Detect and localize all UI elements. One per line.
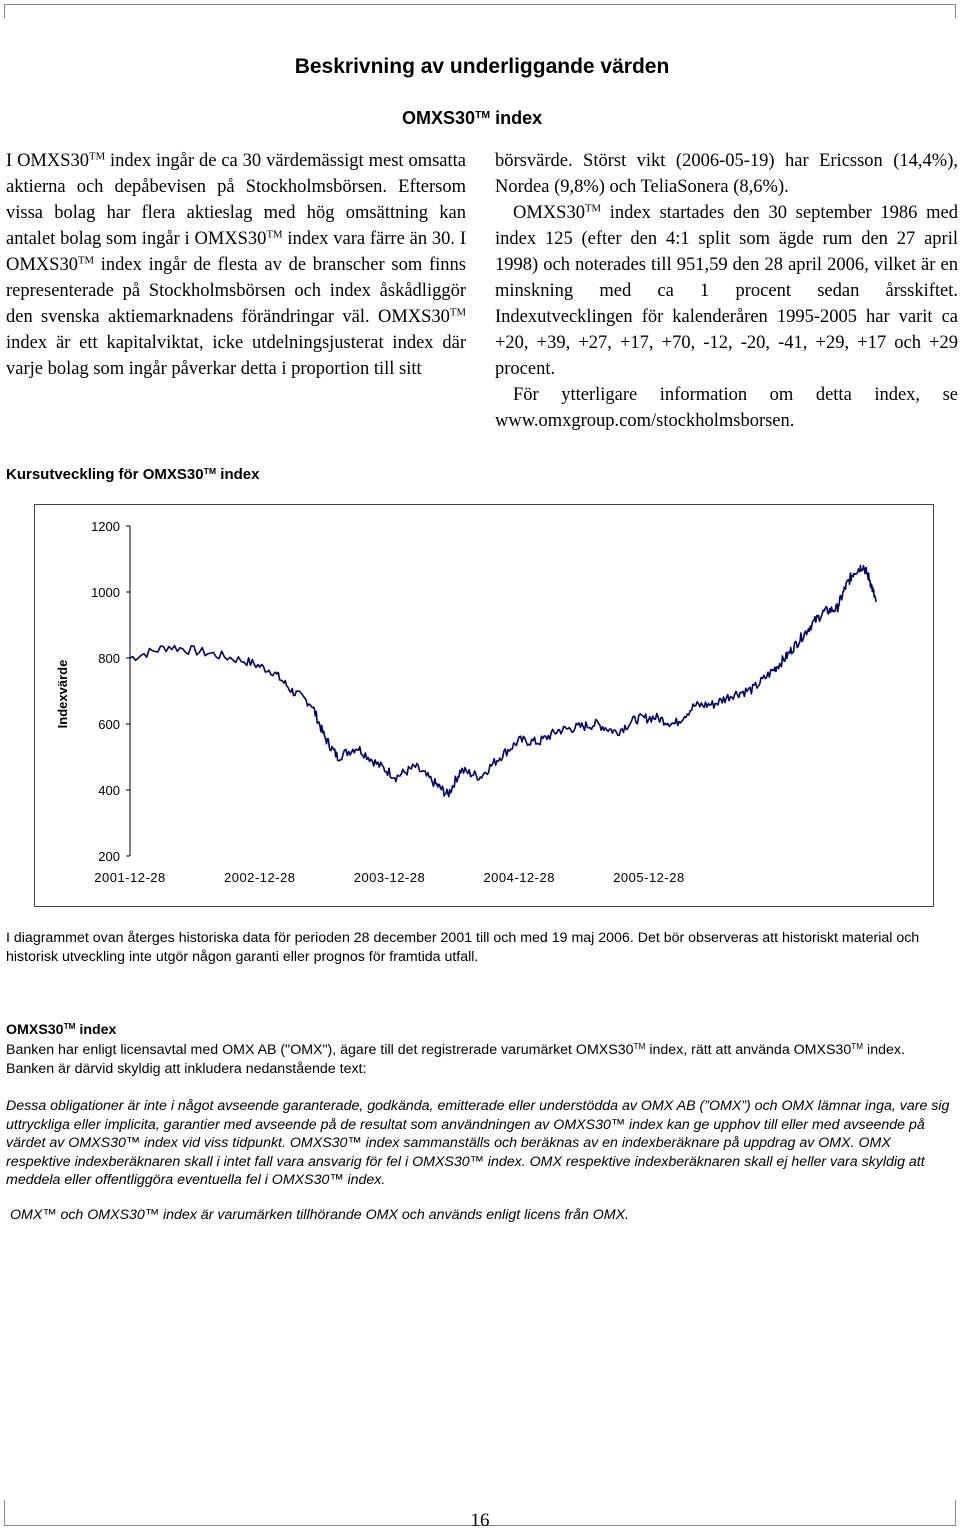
x-tick-label: 2004-12-28 bbox=[483, 870, 555, 885]
subtitle-base: OMXS30 bbox=[402, 108, 476, 128]
tm-mark: TM bbox=[203, 465, 217, 476]
page-number: 16 bbox=[470, 1510, 490, 1531]
text-run: OMXS30 bbox=[6, 1022, 64, 1038]
x-tick-label: 2005-12-28 bbox=[613, 870, 685, 885]
trademark-notice: OMX™ och OMXS30™ index är varumärken tillhörande OMX och används enligt licens från OMX. bbox=[10, 1207, 629, 1223]
y-tick-label: 400 bbox=[98, 783, 120, 798]
tm-mark: TM bbox=[89, 150, 106, 163]
intro-left-column bbox=[6, 148, 466, 382]
intro-right-column bbox=[495, 148, 958, 434]
y-axis-label: Indexvärde bbox=[55, 659, 70, 729]
y-tick-label: 1000 bbox=[91, 585, 120, 600]
intro-left-paragraph bbox=[6, 148, 466, 382]
tm-mark: TM bbox=[449, 306, 466, 319]
y-tick-label: 800 bbox=[98, 651, 120, 666]
text-run: index ingår de ca 30 värdemässigt mest omsatta aktierna och depåbevisen på Stockholmsbörsen. Eftersom vissa bolag har flera aktieslag med hög omsättning kan antalet bolag som ingår i OMXS30 bbox=[6, 151, 466, 249]
index-chart bbox=[34, 504, 934, 907]
intro-right-paragraph-2 bbox=[495, 200, 958, 382]
tm-mark: TM bbox=[77, 254, 95, 267]
license-title bbox=[6, 1022, 116, 1038]
x-tick-label: 2001-12-28 bbox=[94, 870, 166, 885]
tm-mark: TM bbox=[266, 228, 283, 241]
tm-mark: TM bbox=[584, 202, 602, 215]
text-run: index är ett kapitalviktat, icke utdelningsjusterat index där varje bolag som ingår påverkar detta i proportion till sitt bbox=[6, 333, 466, 379]
subtitle-tm: TM bbox=[475, 109, 491, 121]
text-run: index. Banken är därvid skyldig att inkludera nedanstående text: bbox=[6, 1042, 905, 1077]
intro-right-paragraph-3: För ytterligare information om detta index, se www.omxgroup.com/stockholmsborsen. bbox=[495, 385, 958, 431]
y-tick-label: 200 bbox=[98, 849, 120, 864]
tm-mark: TM bbox=[633, 1042, 646, 1052]
text-run: index startades den 30 september 1986 med index 125 (efter den 4:1 split som ägde rum den 27 april 1998) och noterades till 951,59 den 28 april 2006, vilket är en minskning med ca 1 procent sedan årsskiftet. Indexutvecklingen för kalenderåren 1995-2005 har varit ca +20, +39, +27, +17, +70, -12, -20, -41, +29, +17 och +29 procent. bbox=[495, 203, 958, 379]
tm-mark: TM bbox=[851, 1042, 864, 1052]
text-run: OMXS30 bbox=[513, 203, 585, 223]
y-tick-label: 600 bbox=[98, 717, 120, 732]
section-subtitle bbox=[402, 108, 542, 129]
x-tick-label: 2003-12-28 bbox=[353, 870, 426, 885]
chart-heading bbox=[6, 466, 259, 483]
page-frame-top bbox=[4, 4, 956, 18]
license-body bbox=[6, 1041, 956, 1079]
license-disclaimer: Dessa obligationer är inte i något avseende garanterade, godkända, emitterade eller understödda av OMX AB (”OMX”) och OMX lämnar inga, vare sig uttryckliga eller implicita, garantier med avseende på de resultat som användningen av OMXS30™ index kan ge upphov till eller med avseende på värdet av OMXS30™ index vid viss tidpunkt. OMXS30™ index sammanställs och beräknas av en indexberäknare på uppdrag av OMX. OMX respektive indexberäknaren skall i intet fall vara ansvarig för fel i OMXS30™ index. OMX respektive indexberäknaren skall ej heller vara skyldig att meddela eller offentliggöra eventuella fel i OMXS30™ index. bbox=[6, 1098, 950, 1189]
text-run: index bbox=[216, 466, 260, 483]
subtitle-rest: index bbox=[490, 108, 543, 128]
text-run: I OMXS30 bbox=[6, 151, 90, 171]
intro-right-paragraph-1: börsvärde. Störst vikt (2006-05-19) har Ericsson (14,4%), Nordea (9,8%) och TeliaSonera (8,6%). bbox=[495, 151, 958, 197]
chart-note: I diagrammet ovan återges historiska data för perioden 28 december 2001 till och med 19 maj 2006. Det bör observeras att historiskt material och historisk utveckling inte utgör någon garanti eller prognos för framtida utfall. bbox=[6, 930, 920, 965]
text-run: Kursutveckling för OMXS30 bbox=[6, 466, 204, 483]
text-run: index ingår de flesta av de branscher som finns representerade på Stockholmsbörsen och index åskådliggör den svenska aktiemarknadens förändringar väl. OMXS30 bbox=[6, 255, 466, 327]
series-line-omxs30 bbox=[130, 566, 876, 797]
page-title: Beskrivning av underliggande värden bbox=[294, 55, 670, 78]
text-run: Banken har enligt licensavtal med OMX AB ("OMX"), ägare till det registrerade varumärket OMXS30 bbox=[6, 1042, 634, 1058]
y-tick-label: 1200 bbox=[91, 519, 120, 534]
text-run: index vara färre än 30. I OMXS30 bbox=[6, 229, 466, 275]
tm-mark: TM bbox=[63, 1022, 76, 1032]
x-tick-label: 2002-12-28 bbox=[223, 870, 296, 885]
text-run: index bbox=[75, 1022, 117, 1038]
text-run: index, rätt att använda OMXS30 bbox=[645, 1042, 852, 1058]
